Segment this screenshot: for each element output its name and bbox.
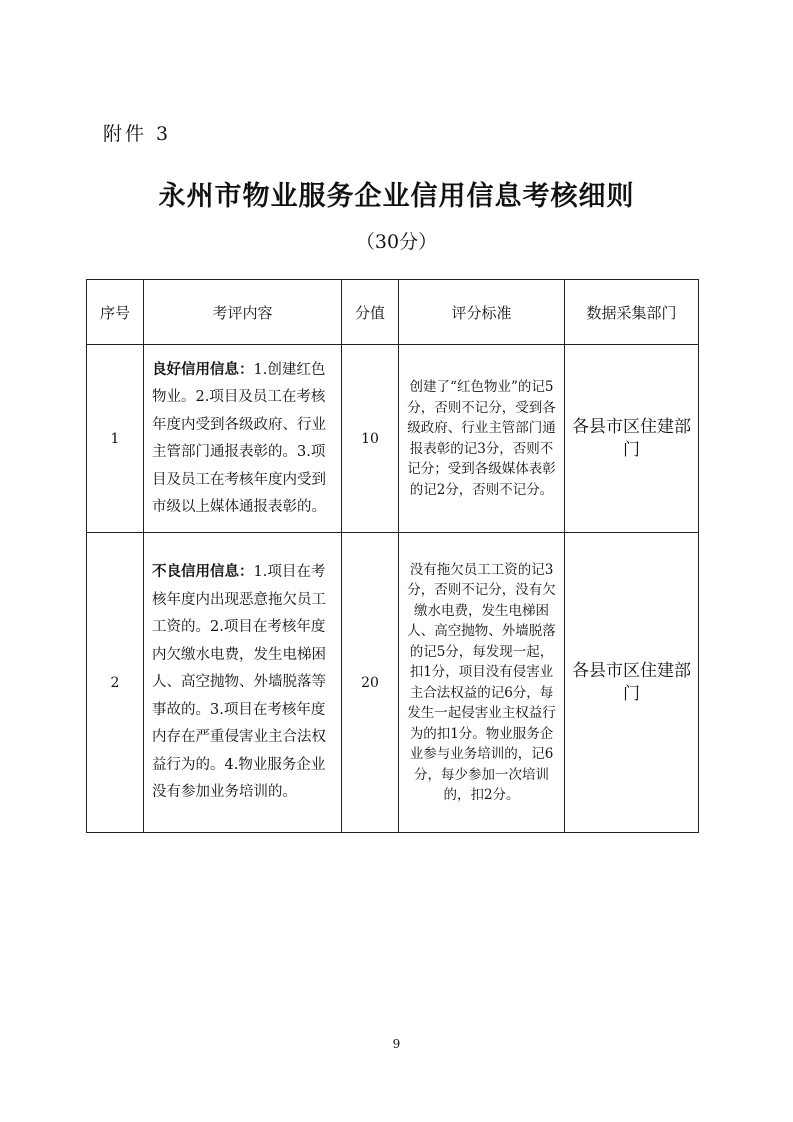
row-score: 20 [342,533,399,833]
assessment-table [86,279,699,833]
content-lead: 良好信用信息： [152,360,254,378]
row-content [144,533,342,833]
content-lead: 不良信用信息： [152,563,254,581]
document-subtitle: （30分） [355,231,438,253]
table-row [87,533,699,833]
row-standard: 没有拖欠员工工资的记3分，否则不记分，没有欠缴水电费，发生电梯困人、高空抛物、外墙脱落的记5分，每发现一起，扣1分，项目没有侵害业主合法权益的记6分，每发生一起侵害业主权益行为的扣1分。物业服务企业参与业务培训的，记6分，每少参加一次培训的，扣2分。 [399,533,565,833]
document-title: 永州市物业服务企业信用信息考核细则 [158,181,635,212]
row-no: 1 [87,345,144,533]
content-body: 1.创建红色物业。2.项目及员工在考核年度内受到各级政府、行业主管部门通报表彰的。3.项目及员工在考核年度内受到市级以上媒体通报表彰的。 [152,361,326,515]
row-score: 10 [342,345,399,533]
content-body: 1.项目在考核年度内出现恶意拖欠员工工资的。2.项目在考核年度内欠缴水电费，发生电梯困人、高空抛物、外墙脱落等事故的。3.项目在考核年度内存在严重侵害业主合法权益行为的。4.物业服务企业没有参加业务培训的。 [152,564,326,801]
header-dept: 数据采集部门 [565,280,699,345]
row-standard: 创建了“红色物业”的记5分，否则不记分，受到各级政府、行业主管部门通报表彰的记3分，否则不记分；受到各级媒体表彰的记2分，否则不记分。 [399,345,565,533]
table-header-row [87,280,699,345]
row-no: 2 [87,533,144,833]
header-content: 考评内容 [144,280,342,345]
header-standard: 评分标准 [399,280,565,345]
row-dept: 各县市区住建部门 [565,345,699,533]
row-dept: 各县市区住建部门 [565,533,699,833]
header-score: 分值 [342,280,399,345]
header-no: 序号 [87,280,144,345]
row-content [144,345,342,533]
page-number: 9 [392,1037,401,1051]
attachment-label: 附件 3 [103,123,172,145]
table-row [87,345,699,533]
